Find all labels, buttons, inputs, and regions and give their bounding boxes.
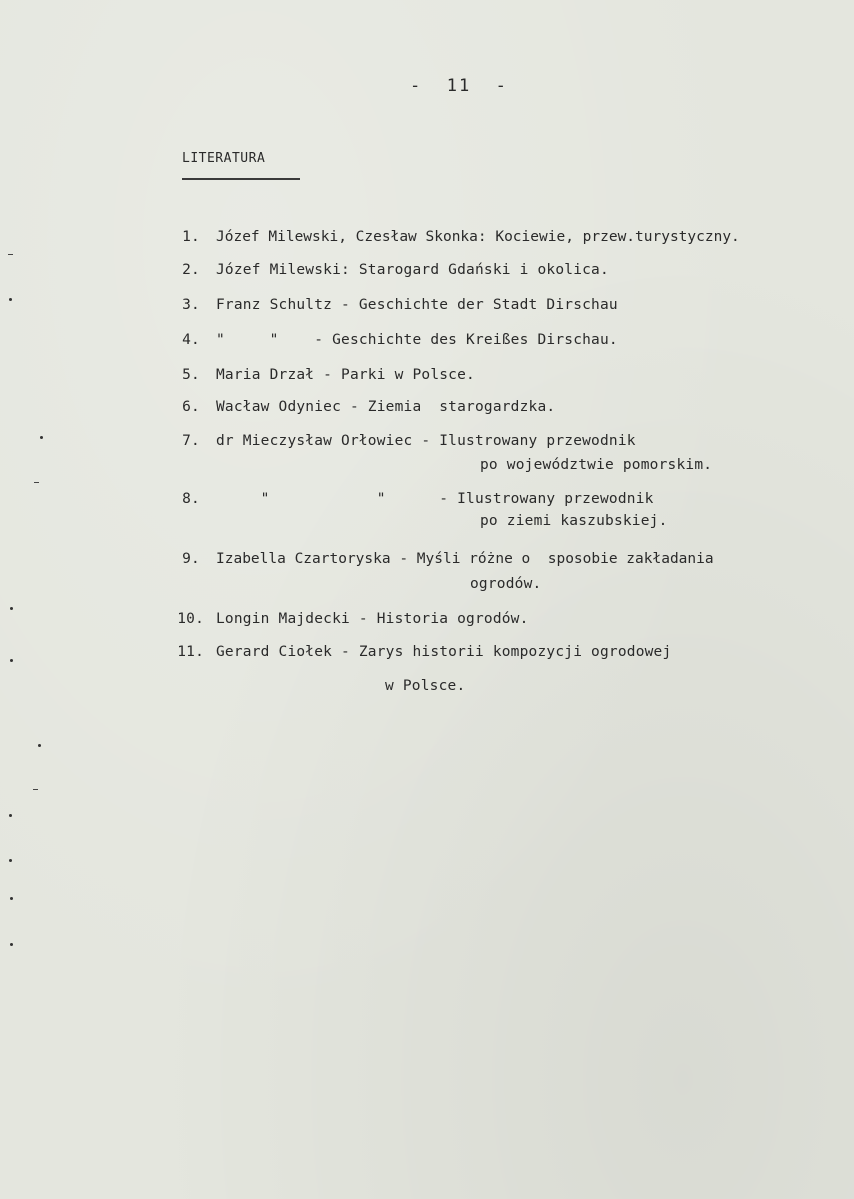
entry-text: Franz Schultz - Geschichte der Stadt Dirschau <box>216 297 618 313</box>
entry-text: dr Mieczysław Orłowiec - Ilustrowany przewodnik <box>216 433 636 449</box>
entry-text: Maria Drzał - Parki w Polsce. <box>216 367 475 383</box>
entry-text-continuation: po województwie pomorskim. <box>480 457 713 473</box>
entry-text: Józef Milewski: Starogard Gdański i okolica. <box>216 262 609 278</box>
scan-mark <box>8 254 13 255</box>
scan-mark <box>10 659 13 662</box>
scan-mark <box>40 436 43 439</box>
entry-number: 9. <box>182 551 200 567</box>
scan-mark <box>34 482 39 483</box>
entry-number: 7. <box>182 433 200 449</box>
entry-number: 1. <box>182 229 200 245</box>
entry-number: 11. <box>177 644 204 660</box>
entry-number: 10. <box>177 611 204 627</box>
entry-text: Gerard Ciołek - Zarys historii kompozycji ogrodowej <box>216 644 672 660</box>
entry-text: " " - Ilustrowany przewodnik <box>216 491 654 507</box>
scan-mark <box>10 607 13 610</box>
entry-number: 2. <box>182 262 200 278</box>
scan-mark <box>38 744 41 747</box>
scan-mark <box>33 789 38 790</box>
entry-text: " " - Geschichte des Kreißes Dirschau. <box>216 332 618 348</box>
entry-text: Izabella Czartoryska - Myśli różne o sposobie zakładania <box>216 551 714 567</box>
entry-text-continuation: ogrodów. <box>470 576 542 592</box>
scan-mark <box>10 943 13 946</box>
entry-number: 4. <box>182 332 200 348</box>
entry-number: 5. <box>182 367 200 383</box>
entry-text: Józef Milewski, Czesław Skonka: Kociewie, przew.turystyczny. <box>216 229 740 245</box>
scan-mark <box>10 897 13 900</box>
entry-number: 6. <box>182 399 200 415</box>
entry-text-continuation: w Polsce. <box>385 678 466 694</box>
scan-mark <box>9 814 12 817</box>
bibliography-heading: LITERATURA <box>182 151 266 166</box>
entry-number: 8. <box>182 491 200 507</box>
entry-text: Longin Majdecki - Historia ogrodów. <box>216 611 529 627</box>
scan-mark <box>9 298 12 301</box>
entry-text-continuation: po ziemi kaszubskiej. <box>480 513 668 529</box>
entry-text: Wacław Odyniec - Ziemia starogardzka. <box>216 399 556 415</box>
entry-number: 3. <box>182 297 200 313</box>
scan-mark <box>9 859 12 862</box>
page-number: - 11 - <box>410 76 508 96</box>
heading-underline <box>182 178 300 180</box>
